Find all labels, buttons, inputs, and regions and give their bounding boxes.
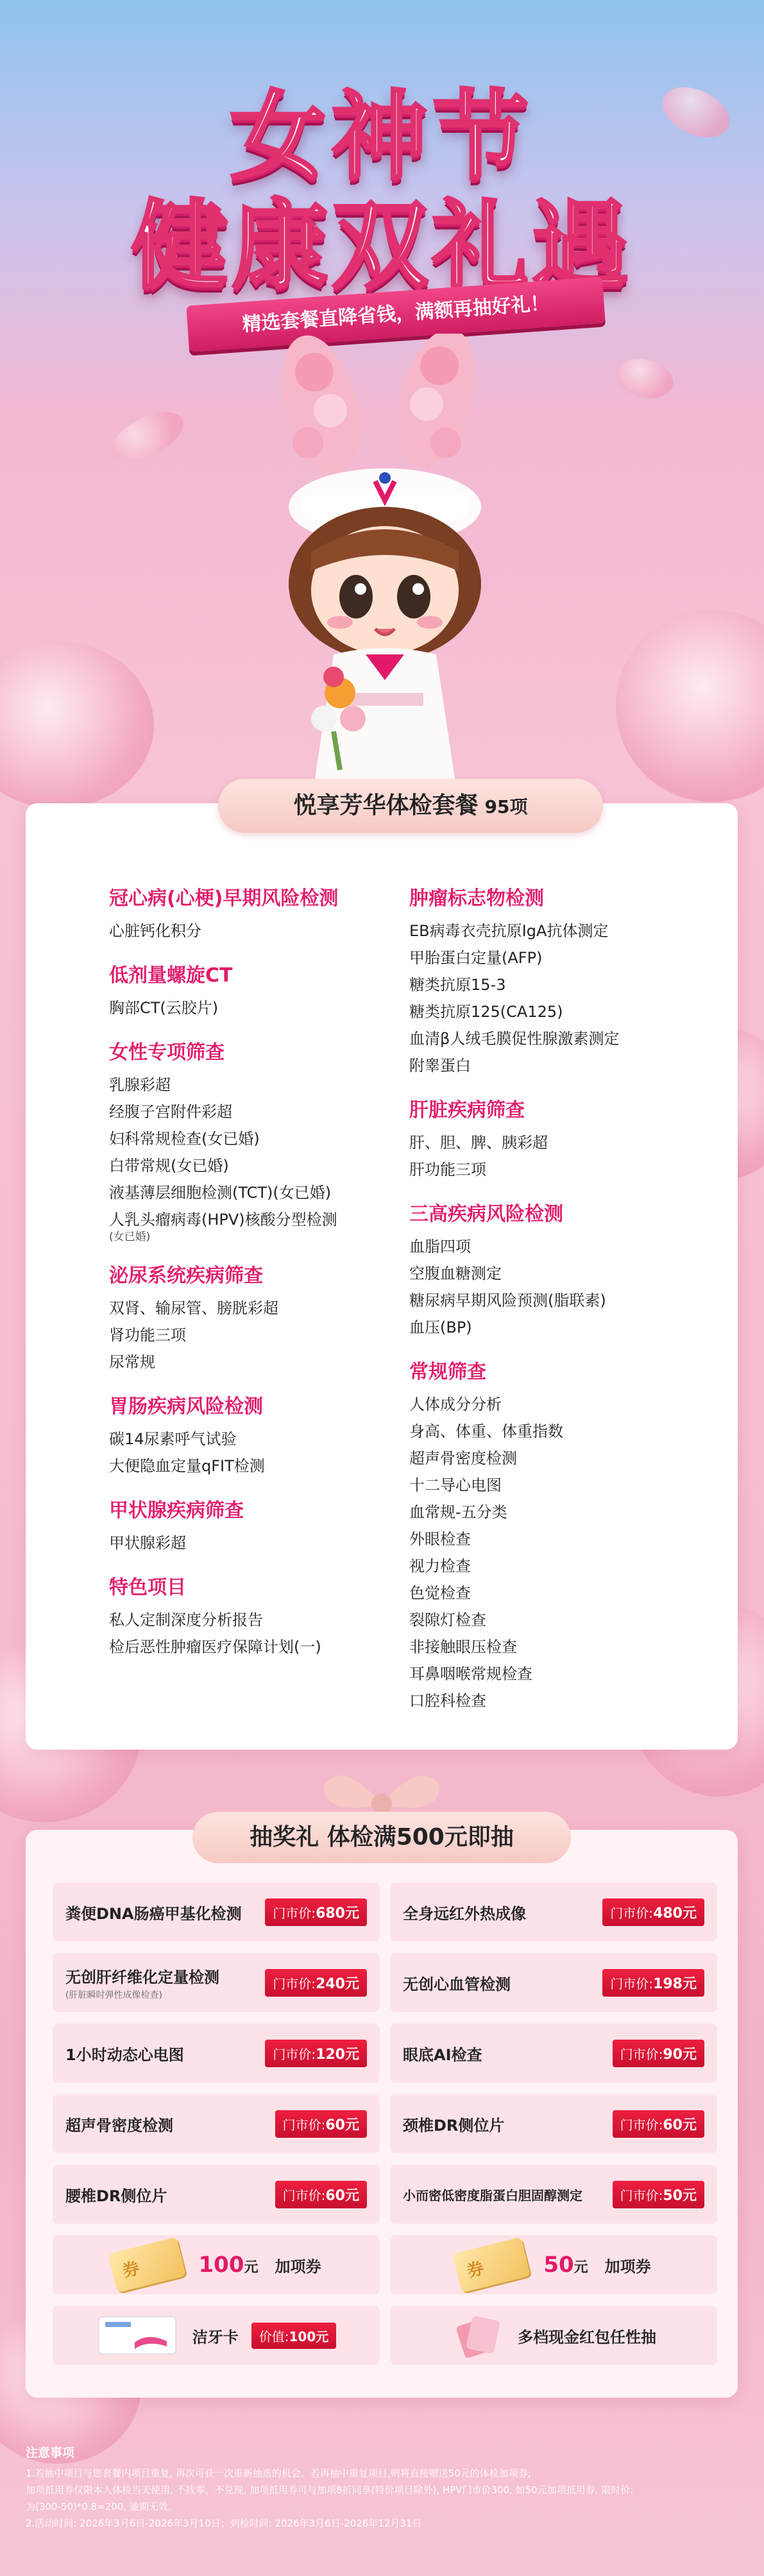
coupon-ticket-label: 券 xyxy=(465,2258,486,2282)
package-right-column xyxy=(409,887,717,1734)
list-item: 肝功能三项 xyxy=(409,1161,486,1179)
list-item-note: (女已婚) xyxy=(109,1231,151,1243)
list-item: 外眼检查 xyxy=(409,1530,471,1548)
section-title: 低剂量螺旋CT xyxy=(109,964,233,987)
list-item: 血清β人绒毛膜促性腺激素测定 xyxy=(409,1030,620,1048)
notes-line: 2.活动时间: 2026年3月6日-2026年3月10日；到检时间: 2026年3月6日-2026年12月31日 xyxy=(26,2518,422,2529)
prize-name: 小而密低密度脂蛋白胆固醇测定 xyxy=(403,2187,582,2203)
prize-subtitle: (肝脏瞬时弹性成像检查) xyxy=(65,1990,162,2000)
list-item: 视力检查 xyxy=(409,1557,471,1575)
prize-price-tag xyxy=(613,2040,704,2067)
red-packet-prize xyxy=(390,2306,717,2365)
coupon-ticket-icon xyxy=(108,2237,186,2293)
package-title: 悦享芳华体检套餐 xyxy=(293,792,479,819)
list-item: EB病毒衣壳抗原IgA抗体测定 xyxy=(409,922,609,940)
prize-price-tag xyxy=(275,2110,367,2138)
prize-price-tag xyxy=(613,2110,704,2138)
red-packet-icon xyxy=(451,2313,502,2358)
list-item: 糖类抗原15-3 xyxy=(409,976,506,994)
prize-name: 腰椎DR侧位片 xyxy=(65,2187,167,2205)
package-section xyxy=(109,1499,417,1557)
red-packet-label: 多档现金红包任性抽 xyxy=(518,2328,656,2346)
prize-name: 超声骨密度检测 xyxy=(65,2116,173,2135)
price-prefix: 门市价: xyxy=(273,1905,316,1921)
price-prefix: 门市价: xyxy=(273,1975,316,1992)
prize-item xyxy=(390,2165,717,2224)
hero-subtitle: 精选套餐直降省钱，满额再抽好礼！ xyxy=(186,277,605,352)
prize-item xyxy=(390,1882,717,1941)
prize-price: 60元 xyxy=(325,2187,359,2204)
notes-section xyxy=(26,2444,738,2566)
lottery-title: 抽奖礼 体检满500元即抽 xyxy=(192,1812,571,1863)
price-prefix: 门市价: xyxy=(620,2187,663,2203)
list-item: 空腹血糖测定 xyxy=(409,1265,502,1283)
coupon-label: 加项券 xyxy=(275,2257,321,2276)
list-item: 非接触眼压检查 xyxy=(409,1638,517,1656)
list-item: 肾功能三项 xyxy=(109,1326,186,1344)
list-item: 甲胎蛋白定量(AFP) xyxy=(409,949,543,967)
price-prefix: 门市价: xyxy=(610,1905,654,1921)
prize-price: 240元 xyxy=(316,1975,359,1992)
package-section xyxy=(109,1395,417,1480)
package-item-count: 95项 xyxy=(484,796,528,817)
coupon-unit: 元 xyxy=(573,2260,588,2276)
hero-banner xyxy=(0,0,764,796)
list-item: 尿常规 xyxy=(109,1353,155,1371)
list-item: 白带常规(女已婚) xyxy=(109,1157,229,1175)
package-section xyxy=(409,887,717,1079)
list-item: 色觉检查 xyxy=(409,1584,471,1602)
prize-price-tag xyxy=(602,1969,704,1997)
lottery-card xyxy=(26,1824,738,2398)
section-title: 泌尿系统疾病筛查 xyxy=(109,1265,263,1287)
nurse-mascot-illustration xyxy=(244,334,526,808)
list-item: 大便隐血定量qFIT检测 xyxy=(109,1457,265,1475)
notes-title: 注意事项 xyxy=(26,2446,75,2460)
list-item: 心脏钙化积分 xyxy=(109,922,201,940)
prize-price-tag xyxy=(265,1969,367,1997)
list-item: 人乳头瘤病毒(HPV)核酸分型检测 xyxy=(109,1211,337,1229)
list-item: 十二导心电图 xyxy=(409,1476,502,1494)
list-item: 身高、体重、体重指数 xyxy=(409,1422,563,1440)
price-prefix: 门市价: xyxy=(620,2046,663,2062)
section-title: 常规筛查 xyxy=(409,1361,486,1383)
dental-card-name: 洁牙卡 xyxy=(192,2328,239,2346)
prize-price: 50元 xyxy=(663,2187,697,2204)
package-section xyxy=(409,1360,717,1714)
prize-item xyxy=(390,2024,717,2083)
prize-name: 全身远红外热成像 xyxy=(403,1904,526,1923)
list-item: 经腹子宫附件彩超 xyxy=(109,1103,232,1121)
coupon-100 xyxy=(53,2235,380,2294)
prize-name: 颈椎DR侧位片 xyxy=(403,2116,505,2135)
price-prefix: 门市价: xyxy=(282,2187,326,2203)
price-prefix: 门市价: xyxy=(620,2117,663,2133)
package-section xyxy=(109,1041,417,1245)
section-title: 甲状腺疾病筛查 xyxy=(109,1499,244,1522)
list-item: 糖类抗原125(CA125) xyxy=(409,1003,563,1021)
prize-name: 粪便DNA肠癌甲基化检测 xyxy=(65,1904,242,1923)
prize-item xyxy=(53,2094,380,2153)
package-title-ribbon xyxy=(218,779,603,833)
notes-line: 为(300-50)*0.8=200, 逾期无效。 xyxy=(26,2501,178,2512)
prize-item xyxy=(53,2165,380,2224)
section-title: 女性专项筛查 xyxy=(109,1041,225,1064)
list-item: 血常规-五分类 xyxy=(409,1503,507,1521)
package-section xyxy=(409,1098,717,1183)
package-section xyxy=(409,1202,717,1341)
prize-price: 120元 xyxy=(316,2046,359,2063)
package-section xyxy=(109,1264,417,1376)
dental-card-icon xyxy=(96,2313,180,2358)
coupon-label: 加项券 xyxy=(604,2257,651,2276)
prize-name: 眼底AI检查 xyxy=(403,2045,482,2064)
list-item: 乳腺彩超 xyxy=(109,1076,171,1094)
prize-price-tag xyxy=(265,2040,367,2067)
prize-price-tag xyxy=(275,2181,367,2208)
prize-price: 60元 xyxy=(325,2117,359,2133)
price-prefix: 门市价: xyxy=(610,1975,654,1992)
package-section xyxy=(109,1576,417,1660)
list-item: 人体成分分析 xyxy=(409,1395,502,1413)
package-section xyxy=(109,964,417,1021)
prize-price: 198元 xyxy=(653,1975,697,1992)
list-item: 耳鼻咽喉常规检查 xyxy=(409,1665,532,1683)
list-item: 肝、胆、脾、胰彩超 xyxy=(409,1134,548,1152)
hero-title-line2: 健康双礼遇 xyxy=(132,191,632,302)
list-item: 附睾蛋白 xyxy=(409,1057,471,1075)
prize-name: 无创肝纤维化定量检测 xyxy=(65,1968,219,1986)
prize-name-wrap xyxy=(65,1965,219,2001)
prize-price-tag xyxy=(265,1898,367,1926)
prize-item xyxy=(53,2024,380,2083)
list-item: 甲状腺彩超 xyxy=(109,1534,186,1552)
package-left-column xyxy=(109,887,417,1680)
dental-card-price: 100元 xyxy=(289,2328,329,2344)
prize-name: 无创心血管检测 xyxy=(403,1975,511,1993)
prize-item xyxy=(53,1953,380,2012)
package-card xyxy=(26,792,738,1750)
prize-price-tag xyxy=(613,2181,704,2208)
coupon-value: 50 xyxy=(543,2252,574,2278)
coupon-value-wrap xyxy=(543,2252,588,2278)
prize-item xyxy=(390,2094,717,2153)
notes-line: 1.若抽中项目与您套餐内项目重复, 再次可获一次重新抽选的机会。若再抽中重复项目,则将直接赠送50元的体检加项券; xyxy=(26,2468,531,2479)
section-title: 特色项目 xyxy=(109,1576,186,1599)
prize-price-tag xyxy=(602,1898,704,1926)
dental-card-price-tag xyxy=(251,2323,337,2349)
prize-price: 60元 xyxy=(663,2117,697,2133)
list-item: 糖尿病早期风险预测(脂联素) xyxy=(409,1292,606,1309)
price-prefix: 价值: xyxy=(259,2328,289,2344)
package-section xyxy=(109,887,417,944)
section-title: 肿瘤标志物检测 xyxy=(409,887,544,910)
hero-title-line1: 女神节 xyxy=(230,81,534,193)
list-item: 裂隙灯检查 xyxy=(409,1611,486,1629)
section-title: 冠心病(心梗)早期风险检测 xyxy=(109,887,339,910)
list-item: 胸部CT(云胶片) xyxy=(109,999,219,1017)
list-item: 液基薄层细胞检测(TCT)(女已婚) xyxy=(109,1184,332,1202)
prize-item xyxy=(390,1953,717,2012)
list-item: 双肾、输尿管、膀胱彩超 xyxy=(109,1299,278,1317)
coupon-value-wrap xyxy=(199,2252,259,2278)
prize-price: 480元 xyxy=(653,1905,697,1922)
dental-card-prize xyxy=(53,2306,380,2365)
list-item: 私人定制深度分析报告 xyxy=(109,1611,263,1629)
section-title: 三高疾病风险检测 xyxy=(409,1203,563,1225)
price-prefix: 门市价: xyxy=(282,2117,326,2133)
coupon-ticket-label: 券 xyxy=(120,2258,142,2282)
section-title: 胃肠疾病风险检测 xyxy=(109,1395,263,1418)
coupon-ticket-icon xyxy=(452,2237,531,2293)
prize-price: 90元 xyxy=(663,2046,697,2063)
coupon-unit: 元 xyxy=(244,2260,259,2276)
notes-line: 加项抵用券仅限本人体检当天使用, 不找零、不兑现, 加项抵用券可与加项8折同享(特价项目除外), HPV门市价300, 如50元加项抵用券, 限时价: xyxy=(26,2484,634,2496)
coupon-value: 100 xyxy=(198,2252,244,2278)
prize-price: 680元 xyxy=(316,1905,359,1922)
prize-name: 1小时动态心电图 xyxy=(65,2045,184,2064)
list-item: 超声骨密度检测 xyxy=(409,1449,517,1467)
list-item: 碳14尿素呼气试验 xyxy=(109,1430,237,1448)
coupon-50 xyxy=(390,2235,717,2294)
section-title: 肝脏疾病筛查 xyxy=(409,1099,525,1122)
list-item: 血压(BP) xyxy=(409,1318,472,1336)
price-prefix: 门市价: xyxy=(273,2046,316,2062)
list-item: 口腔科检查 xyxy=(409,1692,486,1710)
list-item: 妇科常规检查(女已婚) xyxy=(109,1130,260,1148)
prize-item xyxy=(53,1882,380,1941)
list-item: 检后恶性肿瘤医疗保障计划(一) xyxy=(109,1638,321,1656)
list-item: 血脂四项 xyxy=(409,1238,471,1256)
